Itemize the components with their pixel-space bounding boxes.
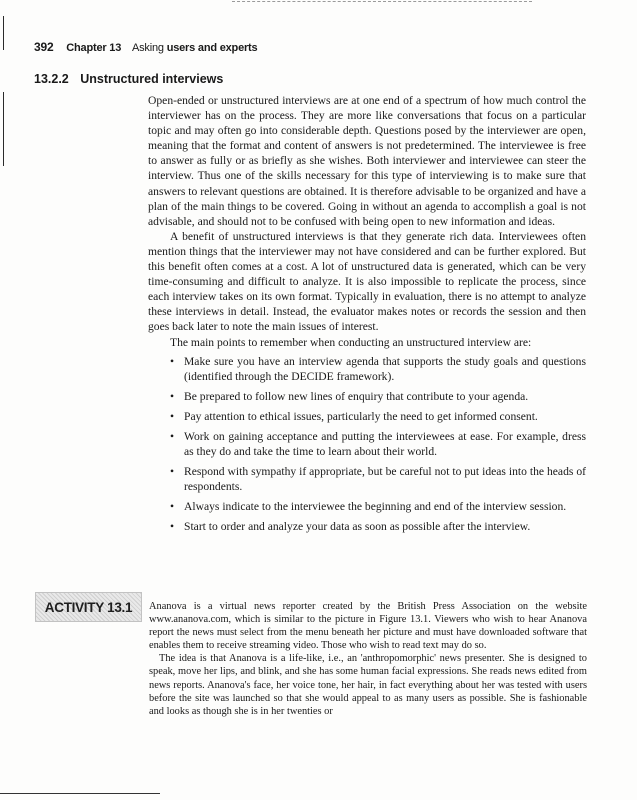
- section-heading: [34, 72, 223, 86]
- list-item: [170, 499, 586, 514]
- bullet-icon: •: [170, 389, 175, 403]
- activity-paragraph: Ananova is a virtual news reporter created by the British Press Association on the website www.ananova.com, which is similar to the picture in Figure 13.1. Viewers who wish to hear Ananova report the news must select from the menu beneath her picture and must have downloaded software that enables them to receive streaming video. Those who wish to read text may do so.: [149, 601, 587, 652]
- list-item: [170, 519, 586, 534]
- list-item-text: Make sure you have an interview agenda that supports the study goals and questions (identified through the DECIDE framework).: [184, 354, 586, 383]
- bottom-rule: [0, 793, 160, 794]
- bullet-icon: •: [170, 500, 175, 514]
- paragraph: A benefit of unstructured interviews is that they generate rich data. Interviewees often mention things that the interviewer may not have considered and can be further explored. But this benefit often comes at a cost. A lot of unstructured data is generated, which can be very time-consuming and difficult to analyze. It is also impossible to replicate the process, since each interview takes on its own format. Typically in evaluation, there is no attempt to analyze these interviews in detail. Instead, the evaluator makes notes or records the session and then goes back later to note the main issues of interest.: [148, 229, 586, 334]
- bullet-icon: •: [170, 465, 175, 479]
- activity-text: [149, 600, 587, 718]
- list-item-text: Respond with sympathy if appropriate, but be careful not to put ideas into the heads of respondents.: [184, 465, 586, 494]
- list-item: [170, 389, 586, 404]
- top-rule: [232, 1, 532, 2]
- bullet-icon: •: [170, 409, 175, 423]
- chapter-title-rest: users and experts: [166, 42, 258, 54]
- section-number: 13.2.2: [34, 72, 69, 86]
- list-item-text: Always indicate to the interviewee the beginning and end of the interview session.: [184, 500, 567, 514]
- chapter-title: [132, 42, 257, 54]
- list-item-text: Be prepared to follow new lines of enquiry that contribute to your agenda.: [184, 389, 529, 403]
- bullet-icon: •: [170, 354, 175, 368]
- list-item-text: Pay attention to ethical issues, particularly the need to get informed consent.: [184, 409, 538, 423]
- paragraph: Open-ended or unstructured interviews are at one end of a spectrum of how much control the interviewer has on the process. They are more like conversations that focus on a particular topic and may often go into considerable depth. Questions posed by the interviewer are open, meaning that the format and content of answers is not predetermined. The interviewee is free to answer as fully or as briefly as she wishes. Both interviewer and interviewee can steer the interview. Thus one of the skills necessary for this type of interviewing is to make sure that answers to relevant questions are obtained. It is therefore advisable to be organized and have a plan of the main things to be covered. Going in without an agenda to accomplish a goal is not advisable, and should not to be confused with being open to new information and ideas.: [148, 94, 586, 228]
- paragraph: The main points to remember when conducting an unstructured interview are:: [170, 335, 532, 349]
- list-item: [170, 409, 586, 424]
- page-number: 392: [34, 40, 54, 54]
- running-head: [34, 40, 257, 54]
- activity-paragraph: The idea is that Ananova is a life-like, i.e., an 'anthropomorphic' news presenter. She is designed to speak, move her lips, and blink, and she has some human facial expressions. She reads news edited from news reports. Ananova's face, her voice tone, her hair, in fact everything about her was tested with users before the site was launched so that she would appeal to as many users as possible. She is fashionable and looks as though she is in her twenties or: [149, 653, 587, 717]
- section-title: Unstructured interviews: [80, 72, 224, 86]
- bullet-list: [148, 354, 586, 535]
- body-text: [148, 93, 586, 540]
- bullet-icon: •: [170, 429, 175, 443]
- chapter-title-prefix: Asking: [132, 42, 164, 54]
- list-item-text: Work on gaining acceptance and putting the interviewees at ease. For example, dress as they do and take the time to learn about their world.: [184, 429, 586, 459]
- list-item: [170, 429, 586, 459]
- chapter-label: Chapter 13: [66, 42, 122, 54]
- list-item-text: Start to order and analyze your data as soon as possible after the interview.: [184, 520, 531, 534]
- margin-rule: [3, 92, 4, 166]
- bullet-icon: •: [170, 520, 175, 534]
- activity-badge: ACTIVITY 13.1: [35, 592, 142, 622]
- list-item: [170, 464, 586, 494]
- margin-rule: [3, 16, 4, 50]
- list-item: [170, 354, 586, 384]
